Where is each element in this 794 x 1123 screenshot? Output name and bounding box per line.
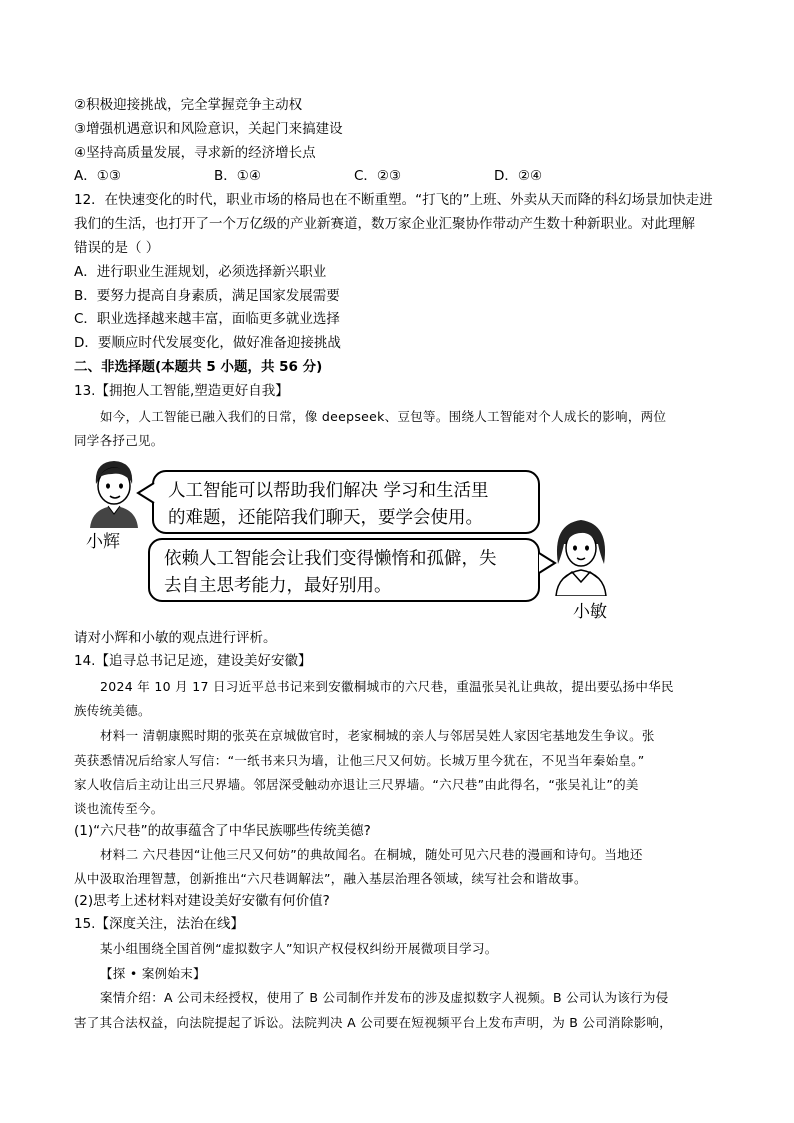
q11-option-4: ④坚持高质量发展，寻求新的经济增长点 xyxy=(74,145,316,161)
q12-choice-a: A．进行职业生涯规划，必须选择新兴职业 xyxy=(74,264,327,280)
q11-option-3: ③增强机遇意识和风险意识，关起门来搞建设 xyxy=(74,121,343,137)
bubble1-line-2: 的难题，还能陪我们聊天，要学会使用。 xyxy=(168,508,483,528)
q15-section-heading: 【探 • 案例始末】 xyxy=(100,966,206,981)
q15-case-line-1: 案情介绍：A 公司未经授权，使用了 B 公司制作并发布的涉及虚拟数字人视频。B 公司认为该行为侵 xyxy=(100,990,669,1005)
q14-title: 14.【追寻总书记足迹，建设美好安徽】 xyxy=(74,653,312,669)
q13-intro-line-1: 如今，人工智能已融入我们的日常，像 deepseek、豆包等。围绕人工智能对个人成长的影响，两位 xyxy=(100,409,667,424)
q12-stem-line-1: 12．在快速变化的时代，职业市场的格局也在不断重塑。“打飞的”上班、外卖从天而降的科幻场景加快走进 xyxy=(74,192,713,208)
q12-choice-d: D．要顺应时代发展变化，做好准备迎接挑战 xyxy=(74,335,341,351)
q15-title: 15.【深度关注，法治在线】 xyxy=(74,916,244,932)
q12-choice-c: C．职业选择越来越丰富，面临更多就业选择 xyxy=(74,311,340,327)
q14-material1-line-1: 材料一 清朝康熙时期的张英在京城做官时，老家桐城的亲人与邻居吴姓人家因宅基地发生争议。张 xyxy=(100,728,655,743)
q13-intro-line-2: 同学各抒己见。 xyxy=(74,433,164,448)
q14-sub-question-1: (1)“六尺巷”的故事蕴含了中华民族哪些传统美德? xyxy=(74,823,371,839)
q11-option-2: ②积极迎接挑战，完全掌握竞争主动权 xyxy=(74,97,303,113)
bubble1-line-1: 人工智能可以帮助我们解决 学习和生活里 xyxy=(168,481,489,501)
section-title: 二、非选择题(本题共 5 小题，共 56 分) xyxy=(74,359,323,375)
q14-material2-line-2: 从中汲取治理智慧，创新推出“六尺巷调解法”，融入基层治理各领域，续写社会和谐故事。 xyxy=(74,871,587,886)
girl-figure-icon xyxy=(550,514,612,596)
bubble2-line-2: 去自主思考能力，最好别用。 xyxy=(164,576,392,596)
q11-answer-choices xyxy=(74,167,634,185)
q14-intro-line-1: 2024 年 10 月 17 日习近平总书记来到安徽桐城市的六尺巷，重温张吴礼让典故，提出要弘扬中华民 xyxy=(100,679,674,694)
q14-sub-question-2: (2)思考上述材料对建设美好安徽有何价值? xyxy=(74,893,330,909)
q12-stem-line-2: 我们的生活，也打开了一个万亿级的产业新赛道，数万家企业汇聚协作带动产生数十种新职业。对此理解 xyxy=(74,216,695,232)
q11-choice-a: A．①③ xyxy=(74,168,121,184)
q14-material1-line-3: 家人收信后主动让出三尺界墙。邻居深受触动亦退让三尺界墙。“六尺巷”由此得名，“张吴礼让”的美 xyxy=(74,777,639,792)
q14-material2-line-1: 材料二 六尺巷因“让他三尺又何妨”的典故闻名。在桐城，随处可见六尺巷的漫画和诗句。当地还 xyxy=(100,847,643,862)
q13-title: 13.【拥抱人工智能,塑造更好自我】 xyxy=(74,383,289,399)
q11-choice-d: D．②④ xyxy=(494,168,543,184)
speech-bubble-xiaomin xyxy=(148,538,540,602)
q15-case-line-2: 害了其合法权益，向法院提起了诉讼。法院判决 A 公司要在短视频平台上发布声明，为 B 公司消除影响， xyxy=(74,1015,673,1030)
q14-material1-line-2: 英获悉情况后给家人写信：“一纸书来只为墙，让他三尺又何妨。长城万里今犹在，不见当年秦始皇。” xyxy=(74,753,645,768)
q14-intro-line-2: 族传统美德。 xyxy=(74,703,151,718)
q12-choice-b: B．要努力提高自身素质，满足国家发展需要 xyxy=(74,288,340,304)
q13-prompt: 请对小辉和小敏的观点进行评析。 xyxy=(74,630,277,646)
q12-stem-line-3: 错误的是（ ） xyxy=(74,240,160,256)
q11-choice-c: C．②③ xyxy=(354,168,402,184)
speaker-name-xiaomin: 小敏 xyxy=(573,602,607,622)
speech-bubble-xiaohui xyxy=(152,470,540,534)
boy-figure-icon xyxy=(84,456,144,528)
q14-material1-line-4: 谈也流传至今。 xyxy=(74,801,164,816)
q15-intro: 某小组围绕全国首例“虚拟数字人”知识产权侵权纠纷开展微项目学习。 xyxy=(100,941,498,956)
bubble2-line-1: 依赖人工智能会让我们变得懒惰和孤僻，失 xyxy=(164,549,497,569)
bubble1-tail xyxy=(136,482,156,504)
q11-choice-b: B．①④ xyxy=(214,168,261,184)
speaker-name-xiaohui: 小辉 xyxy=(86,532,120,552)
